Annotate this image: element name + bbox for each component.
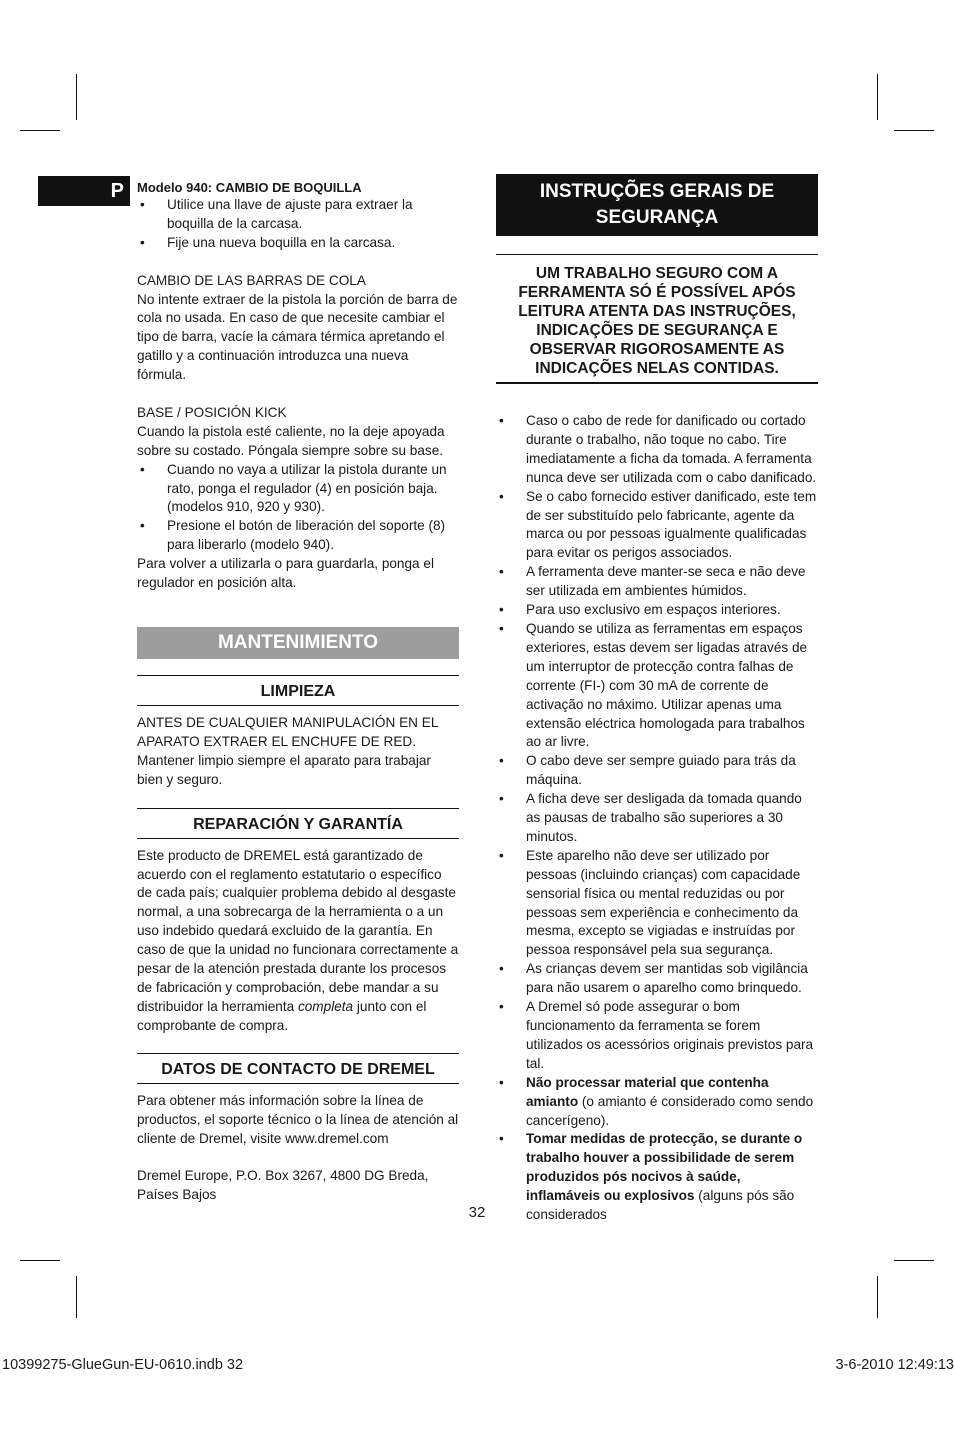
repair-text-part: junto con el comprobante de compra. <box>137 998 427 1033</box>
list-item: • Se o cabo fornecido estiver danificado, este tem de ser substituído pelo fabricante, agente da marca ou por pessoas igualmente qualificadas para evitar os perigos associados. <box>496 488 818 564</box>
list-item: • Cuando no vaya a utilizar la pistola durante un rato, ponga el regulador (4) en posición baja. (modelos 910, 920 y 930). <box>137 461 459 518</box>
safety-bullet-list <box>496 412 818 1225</box>
base-after-text: Para volver a utilizarla o para guardarla, ponga el regulador en posición alta. <box>137 556 434 591</box>
list-item: • Utilice una llave de ajuste para extraer la boquilla de la carcasa. <box>137 196 459 234</box>
crop-mark <box>894 1260 934 1261</box>
list-item: • As crianças devem ser mantidas sob vigilância para não usarem o aparelho como brinquedo. <box>496 960 818 998</box>
nozzle-title: Modelo 940: CAMBIO DE BOQUILLA <box>137 180 362 195</box>
contact-heading: DATOS DE CONTACTO DE DREMEL <box>137 1053 459 1084</box>
crop-mark <box>894 130 934 131</box>
crop-mark <box>20 130 60 131</box>
address-text: Dremel Europe, P.O. Box 3267, 4800 DG Breda, Países Bajos <box>137 1168 429 1203</box>
glue-title: CAMBIO DE LAS BARRAS DE COLA <box>137 272 366 288</box>
page-number: 32 <box>468 1204 486 1221</box>
list-item: • A ficha deve ser desligada da tomada quando as pausas de trabalho são superiores a 30 minutos. <box>496 790 818 847</box>
repair-text-part: Este producto de DREMEL está garantizado de acuerdo con el reglamento estatutario o específico de cada país; cualquier problema debido al desgaste normal, a una sobrecarga de la herramienta o a un uso indebido quedará excluido de la garantía. En caso de que la unidad no funcionara correctamente a pesar de la atención prestada durante los procesos de fabricación y comprobación, debe mandar a su distribuidor la herramienta <box>137 847 459 1014</box>
dust-rest: (alguns pós são considerados <box>526 1188 795 1223</box>
repair-text <box>137 847 459 1036</box>
footer-datetime: 3-6-2010 12:49:13 <box>835 1357 954 1373</box>
list-item: • Para uso exclusivo em espaços interiores. <box>496 601 818 620</box>
base-title: BASE / POSICIÓN KICK <box>137 404 287 420</box>
base-bullet-list <box>137 461 459 556</box>
crop-mark <box>20 1260 60 1261</box>
left-column <box>137 180 459 1205</box>
asbestos-bold: Não processar material que contenha amianto <box>526 1074 769 1109</box>
list-item: • Caso o cabo de rede for danificado ou cortado durante o trabalho, não toque no cabo. Tire imediatamente a ficha da tomada. A ferramenta nunca deve ser utilizada com o cabo danificado. <box>496 412 818 488</box>
footer-file-info: 10399275-GlueGun-EU-0610.indb 32 <box>2 1357 244 1373</box>
glue-text: No intente extraer de la pistola la porción de barra de cola no usada. En caso de que necesite cambiar el tipo de barra, vacíe la cámara térmica apretando el gatillo y a continuación introduzca una nueva fórmula. <box>137 291 458 383</box>
base-text: Cuando la pistola esté caliente, no la deje apoyada sobre su costado. Póngala siempre sobre su base. <box>137 423 445 458</box>
asbestos-rest: (o amianto é considerado como sendo cancerígeno). <box>526 1093 814 1128</box>
safety-warning: UM TRABALHO SEGURO COM A FERRAMENTA SÓ É POSSÍVEL APÓS LEITURA ATENTA DAS INSTRUÇÕES, INDICAÇÕES DE SEGURANÇA E OBSERVAR RIGOROSAMENTE AS INDICAÇÕES NELAS CONTIDAS. <box>496 254 818 384</box>
crop-mark <box>877 1276 878 1318</box>
list-item <box>496 1074 818 1131</box>
list-item: • A Dremel só pode assegurar o bom funcionamento da ferramenta se forem utilizados os acessórios originais previstos para tal. <box>496 998 818 1074</box>
crop-mark <box>76 1276 77 1318</box>
crop-mark <box>76 74 77 120</box>
list-item: • Presione el botón de liberación del soporte (8) para liberarlo (modelo 940). <box>137 517 459 555</box>
contact-text: Para obtener más información sobre la línea de productos, el soporte técnico o la línea de atención al cliente de Dremel, visite www.dremel.com <box>137 1092 459 1146</box>
cleaning-text: ANTES DE CUALQUIER MANIPULACIÓN EN EL APARATO EXTRAER EL ENCHUFE DE RED. Mantener limpio siempre el aparato para trabajar bien y seguro. <box>137 715 438 787</box>
safety-heading: INSTRUÇÕES GERAIS DE SEGURANÇA <box>496 174 818 236</box>
right-column <box>496 174 818 1225</box>
repair-text-emphasis: completa <box>297 998 354 1014</box>
crop-mark <box>877 74 878 120</box>
list-item: • Fije una nueva boquilla en la carcasa. <box>137 234 459 253</box>
cleaning-heading: LIMPIEZA <box>137 675 459 706</box>
list-item: • A ferramenta deve manter-se seca e não deve ser utilizada em ambientes húmidos. <box>496 563 818 601</box>
dust-bold: Tomar medidas de protecção, se durante o trabalho houver a possibilidade de serem produzidos pós nocivos à saúde, inflamáveis ou explosivos <box>526 1131 803 1204</box>
repair-heading: REPARACIÓN Y GARANTÍA <box>137 808 459 839</box>
list-item: • Quando se utiliza as ferramentas em espaços exteriores, estas devem ser ligadas através de um interruptor de protecção contra falhas de corrente (FI-) com 30 mA de corrente de activação no máximo. Utilizar apenas uma extensão eléctrica homologada para trabalhos ao ar livre. <box>496 620 818 752</box>
list-item: • Este aparelho não deve ser utilizado por pessoas (incluindo crianças) com capacidade sensorial física ou mental reduzidas ou por pessoas sem experiência e conhecimento da mesma, excepto se vigiadas e instruídas por pessoa responsável pela sua segurança. <box>496 847 818 960</box>
maintenance-heading: MANTENIMIENTO <box>137 627 459 659</box>
language-tab-label: P <box>110 180 124 202</box>
language-tab <box>38 176 130 206</box>
list-item: • O cabo deve ser sempre guiado para trás da máquina. <box>496 752 818 790</box>
nozzle-bullet-list <box>137 196 459 253</box>
